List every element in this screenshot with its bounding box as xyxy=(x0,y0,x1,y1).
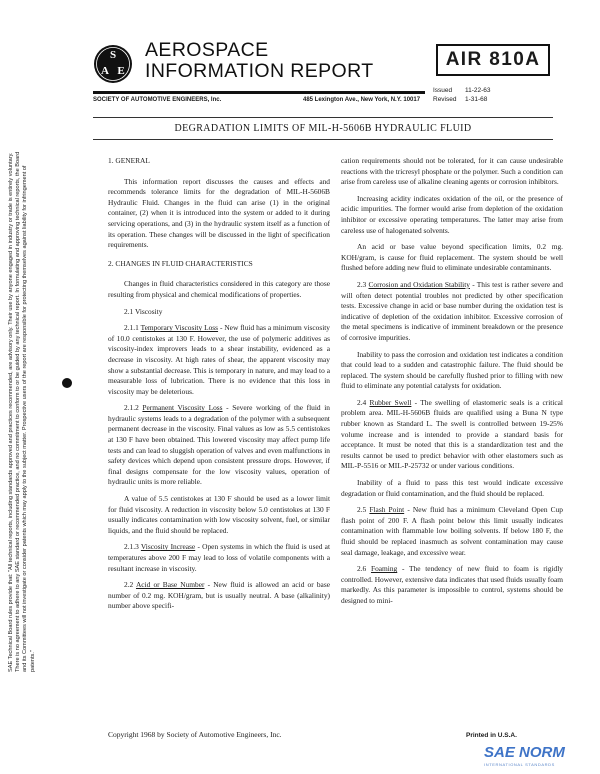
subsection-number: 2.2 xyxy=(124,580,136,590)
subsection-body: - Severe working of the fluid in hydraulic systems leads to a degradation of the polymer with a subsequent permanent decrease in the viscosity. Final values as low as 5.5 centistokes at 130 F have been obtained. This lowered viscosity may affect pump life tests and can lead to sluggish operation of valves and even malfunctions in safety devices which depend upon consistent pressure drops. However, if final designs compensate for the low viscosity values, operation of hydraulic units is more reliable. xyxy=(108,403,330,487)
copyright-notice: Copyright 1968 by Society of Automotive Engineers, Inc. xyxy=(108,730,282,739)
section-1-heading: 1. GENERAL xyxy=(108,156,150,165)
paragraph: Inability of a fluid to pass this test would indicate excessive degradation or fluid contamination, and the fluid should be replaced. xyxy=(341,478,563,498)
subsection-2-1-1 xyxy=(108,323,330,397)
report-type-line1: AEROSPACE xyxy=(145,39,269,61)
paragraph: An acid or base value beyond specification limits, 0.2 mg. KOH/gram, is cause for fluid replacement. The system should be well flushed before adding new fluid to eliminate undesirable contaminants. xyxy=(341,242,563,273)
subsection-2-5 xyxy=(341,505,563,558)
subsection-body: - New fluid is allowed an acid or base number of 0.2 mg. KOH/gram, but is usually neutral. A base (alkalinity) number above specifi- xyxy=(108,580,330,611)
subsection-body: - The swelling of elastomeric seals is a critical problem area. MIL-H-5606B fluids are qualified using a Buna N type rubber known as Standard L. The swell is controlled between 19-25% volume increase and is intended to provide a standard basis for acceptance. It must be noted that this is a standardization test and the results cannot be used to predict behavior with other elastomers such as MIL-P-5516 or MIL-P-25732 or under various conditions. xyxy=(341,397,563,471)
right-column xyxy=(341,156,563,613)
section-2-heading: 2. CHANGES IN FLUID CHARACTERISTICS xyxy=(108,258,253,268)
subsection-heading: 2.1 Viscosity xyxy=(124,306,163,316)
paragraph: cation requirements should not be tolerated, for it can cause undesirable reactions with the tricresyl phosphate or the polymer. Such a condition can arise from careless use of alkaline cleaning agents or corrosion inhibitors. xyxy=(341,156,563,187)
subsection-title: Corrosion and Oxidation Stability xyxy=(368,279,470,289)
report-type-line2: INFORMATION REPORT xyxy=(145,60,374,82)
title-top-rule xyxy=(93,117,553,118)
society-name: SOCIETY OF AUTOMOTIVE ENGINEERS, Inc. xyxy=(93,97,222,103)
report-type-title xyxy=(145,40,374,82)
subsection-title: Permanent Viscosity Loss xyxy=(142,403,223,413)
subsection-body: - This test is rather severe and will often detect potential troubles not predicted by other specification tests. Excessive change in acid or base number during the oxidation test is indicative of depletion of the oxidation inhibitor. Excessive corrosion of the metal specimens is indicative of imminent breakdown or the presence of corrosive impurities. xyxy=(341,279,563,342)
watermark-subtext: INTERNATIONAL STANDARDS xyxy=(484,762,555,767)
margin-dot xyxy=(62,378,72,388)
subsection-title: Rubber Swell xyxy=(369,397,412,407)
svg-text:A: A xyxy=(101,65,109,77)
subsection-number: 2.1.3 xyxy=(124,542,141,552)
subsection-title: Foaming xyxy=(370,564,398,574)
document-title: DEGRADATION LIMITS OF MIL-H-5606B HYDRAULIC FLUID xyxy=(174,123,472,134)
subsection-number: 2.1.1 xyxy=(124,323,141,333)
paragraph: Changes in fluid characteristics considered in this category are those resulting from physical and chemical modifications of properties. xyxy=(108,279,330,299)
document-number: AIR 810A xyxy=(436,44,550,76)
revised-label: Revised xyxy=(433,96,457,103)
subsection-2-1-2 xyxy=(108,403,330,488)
subsection-number: 2.3 xyxy=(357,279,369,289)
paragraph: This information report discusses the causes and effects and recommends tolerance limits for the degradation of MIL-H-5606B Hydraulic Fluid. Changes in the fluid can arise (1) in the original container, (2) when it is introduced into the system or added to it during servicing operations, and (3) in the hydraulic system itself as a function of its operation. These changes will be discussed in the light of specification requirements. xyxy=(108,176,330,250)
subsection-title: Flash Point xyxy=(369,505,405,515)
printed-in: Printed in U.S.A. xyxy=(466,732,517,739)
subsection-2-2 xyxy=(108,580,330,612)
subsection-title: Temporary Viscosity Loss xyxy=(140,323,219,333)
issue-dates xyxy=(433,86,491,104)
svg-text:S: S xyxy=(109,49,117,61)
subsection-title: Viscosity Increase xyxy=(140,542,196,552)
subsection-2-3 xyxy=(341,280,563,344)
subsection-2-4 xyxy=(341,398,563,472)
issued-date: 11-22-63 xyxy=(465,87,491,94)
title-bottom-rule xyxy=(93,139,553,140)
issued-label: Issued xyxy=(433,87,453,94)
watermark-logo: SAE NORM xyxy=(484,744,565,761)
svg-text:E: E xyxy=(117,65,125,77)
society-address: 485 Lexington Ave., New York, N.Y. 10017 xyxy=(303,97,421,103)
subsection-number: 2.1.2 xyxy=(124,403,143,413)
subsection-title: Acid or Base Number xyxy=(135,580,205,590)
subsection-2-6 xyxy=(341,564,563,606)
paragraph: Increasing acidity indicates oxidation of the oil, or the presence of acidic impurities. The former would arise from depletion of the oxidation inhibitor or excessive operating temperatures. The latter may arise from careless use of halogenated solvents. xyxy=(341,193,563,235)
subsection-2-1-3 xyxy=(108,542,330,574)
subsection-body: - The tendency of new fluid to foam is rigidly controlled. However, extensive data indicates that used fluids usually foam markedly. As this parameter is impossible to control, systems should be designed to mini- xyxy=(341,564,563,605)
sae-logo-icon xyxy=(93,44,133,84)
subsection-body: - New fluid has a minimum viscosity of 10.0 centistokes at 130 F. However, the use of polymeric additives as viscosity-index improvers leads to a shear instability, evidenced as a decrease in viscosity. At high rates of shear, the apparent viscosity may show a substantial decrease. This is temporary in nature, and may lead to a measurable loss of lubrication. There is no evidence that this loss in viscosity may be deleterious. xyxy=(108,323,331,396)
paragraph: A value of 5.5 centistokes at 130 F should be used as a lower limit for fluid viscosity. A reduction in viscosity below 5.0 centistokes at 130 F usually indicates contamination with low viscosity solvent, fuel, or similar liquids, and the fluid should be replaced. xyxy=(108,494,330,535)
subsection-body: - New fluid has a minimum Cleveland Open Cup flash point of 200 F. A flash point below this limit usually indicates contamination with flammable low boiling solvents. If below 180 F, the fluid should be replaced inasmuch as solvent contamination may cause seal damage, leakage, and excessive wear. xyxy=(341,505,564,557)
paragraph: Inability to pass the corrosion and oxidation test indicates a condition that could lead to a sudden and catastrophic failure. The fluid should be replaced. The system should be carefully flushed prior to filling with new fluid to eliminate any potential catalysts for oxidation. xyxy=(341,349,563,391)
revised-date: 1-31-68 xyxy=(465,96,488,103)
subsection-number: 2.5 xyxy=(357,505,370,515)
technical-board-disclaimer: SAE Technical Board rules provide that: "All technical reports, including standards approved and practices recommended, are advisory only. Their use by anyone engaged in industry or trade is entirely voluntary. There is no agreement to adhere to any SAE standard or recommended practice, and no commitment to conform to or be guided by any technical report. In formulating and approving technical reports, the Board and its Committees will not investigate or consider patents which may apply to the subject matter. Prospective users of the report are responsible for protecting themselves against liability for infringement of patents." xyxy=(8,151,36,672)
subsection-body: - Open systems in which the fluid is used at temperatures above 200 F may lead to loss of volatile components with a resultant increase in viscosity. xyxy=(108,542,330,573)
header-rule xyxy=(93,91,425,94)
left-column xyxy=(108,156,330,618)
subsection-number: 2.6 xyxy=(357,564,371,574)
subsection-number: 2.4 xyxy=(357,397,370,407)
